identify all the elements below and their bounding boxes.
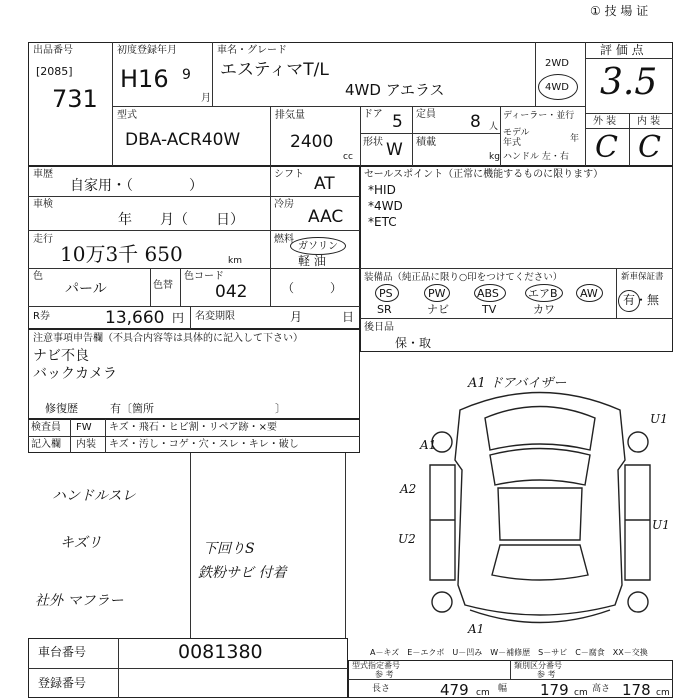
- notes-line-1: ナビ不良: [33, 348, 89, 364]
- model-code: DBA-ACR40W: [125, 130, 241, 150]
- usage-label: 車歴: [33, 169, 53, 180]
- length-unit: cm: [476, 688, 490, 698]
- notes-line-2: バックカメラ: [33, 366, 117, 382]
- hand-note-2: キズリ: [60, 535, 102, 551]
- sales-point-1: *HID: [368, 183, 396, 197]
- length-label: 長さ: [372, 684, 391, 694]
- legend: A－キズ E－エクボ U－凹み W－補修歴 S－サビ C－腐食 XX－交換: [370, 648, 648, 657]
- car-name: エスティマT/L: [220, 60, 329, 80]
- first-reg-month: 9: [182, 67, 191, 83]
- fuel-label: 燃料: [274, 234, 294, 245]
- equip-sr: SR: [377, 303, 392, 316]
- car-name-label: 車名・グレード: [217, 45, 287, 56]
- fuel-gasoline: ガソリン: [298, 241, 338, 252]
- fuel-diesel: 軽 油: [298, 254, 326, 268]
- recycle-value: 13,660: [105, 308, 165, 328]
- rating-ext: C: [595, 130, 618, 165]
- displacement-unit: cc: [343, 152, 353, 162]
- usage-value: 自家用・（ ）: [70, 178, 203, 194]
- registration-label: 登録番号: [38, 676, 87, 690]
- details-right: [360, 166, 673, 352]
- model-year-unit: 年: [570, 134, 580, 144]
- equip-abs: ABS: [477, 287, 499, 300]
- hand-note-4: 鉄粉サビ 付着: [198, 565, 287, 581]
- load-label: 積載: [416, 137, 436, 148]
- first-reg-label: 初度登録年月: [117, 45, 177, 56]
- inspector-row1: キズ・飛石・ヒビ割・リペア跡・×要: [109, 422, 277, 433]
- inspection-label: 車検: [33, 199, 53, 210]
- fuel-other: （ ）: [282, 281, 343, 295]
- dealer-label: ディーラー・並行: [503, 111, 575, 121]
- lot-code: [2085]: [36, 65, 73, 78]
- inspector-label-2: 記入欄: [31, 439, 61, 450]
- equip-aw: AW: [580, 287, 598, 300]
- width-unit: cm: [574, 688, 588, 698]
- shift-label: シフト: [274, 169, 304, 180]
- color-code: 042: [215, 282, 248, 302]
- warranty-label: 新車保証書: [621, 272, 664, 282]
- body-shape-label: 形状: [363, 137, 383, 148]
- inspector-row2: キズ・汚し・コゲ・穴・スレ・キレ・破し: [109, 439, 299, 450]
- displacement-label: 排気量: [275, 110, 305, 121]
- handle-label: ハンドル 左・右: [503, 152, 569, 162]
- equip-pw: PW: [428, 287, 446, 300]
- diagram-note-7: U1: [652, 518, 670, 532]
- title-deadline-day: 日: [342, 310, 355, 324]
- length-value: 479: [440, 681, 469, 699]
- inspection-value: 年 月（ 日）: [118, 212, 244, 228]
- color-label: 色: [33, 271, 43, 282]
- lot-label: 出品番号: [33, 45, 73, 56]
- mileage-value: 10万3千 650: [60, 242, 183, 266]
- shift-value: AT: [314, 174, 335, 194]
- chassis-label: 車台番号: [38, 645, 87, 659]
- hand-note-3: 下回りS: [203, 541, 255, 557]
- equip-ps: PS: [379, 287, 393, 300]
- recycle-label: R券: [33, 311, 50, 322]
- color-swatch-label: 色替: [153, 280, 173, 291]
- equip-tv: TV: [482, 303, 497, 316]
- inspector-row2-head: 内装: [76, 439, 96, 450]
- doors-value: 5: [392, 112, 403, 132]
- equip-navi: ナビ: [427, 303, 449, 316]
- equip-airbag: エアB: [528, 287, 558, 300]
- color-value: パール: [65, 281, 107, 297]
- height-value: 178: [622, 681, 651, 699]
- diagram-note-3: U2: [398, 532, 416, 546]
- model-label: 型式: [117, 110, 137, 121]
- height-unit: cm: [656, 688, 670, 698]
- chassis-value: 0081380: [178, 641, 263, 663]
- drive-2wd: 2WD: [545, 58, 569, 69]
- class-label: 類別区分番号: [514, 661, 562, 670]
- sales-points-label: セールスポイント（正常に機能するものに限ります）: [364, 169, 604, 180]
- class-sub: 参 考: [537, 670, 556, 679]
- body-shape-value: W: [386, 140, 403, 160]
- aftermarket-value: 保・取: [395, 336, 432, 350]
- rating-int: C: [638, 130, 661, 165]
- first-reg-year: H16: [120, 65, 169, 93]
- car-grade: 4WD アエラス: [345, 81, 445, 99]
- sales-point-3: *ETC: [368, 215, 397, 229]
- lot-number: 731: [52, 85, 98, 113]
- load-unit: kg: [489, 152, 500, 162]
- type-sub: 参 考: [375, 670, 394, 679]
- equip-leather: カワ: [533, 303, 555, 316]
- width-value: 179: [540, 681, 569, 699]
- capacity-unit: 人: [489, 122, 499, 132]
- displacement-value: 2400: [290, 132, 334, 152]
- mileage-unit: km: [228, 256, 242, 266]
- aftermarket-label: 後日品: [364, 322, 394, 333]
- capacity-label: 定員: [416, 109, 436, 120]
- hand-note-1: ハンドルスレ: [52, 488, 136, 504]
- inspector-label-1: 検査員: [31, 422, 61, 433]
- hand-note-5: 社外 マフラー: [35, 593, 124, 609]
- diagram-note-6: U1: [650, 412, 668, 426]
- doors-label: ドア: [363, 109, 383, 120]
- first-reg-month-unit: 月: [201, 93, 211, 104]
- type-label: 型式指定番号: [352, 661, 400, 670]
- inspector-row1-head: FW: [76, 422, 92, 433]
- rating-int-label: 内 装: [637, 116, 661, 127]
- width-label: 幅: [498, 684, 508, 694]
- recycle-unit: 円: [172, 311, 185, 325]
- aircon-value: AAC: [308, 207, 344, 227]
- mileage-label: 走行: [33, 234, 53, 245]
- drive-4wd: 4WD: [545, 82, 569, 93]
- capacity-value: 8: [470, 112, 481, 132]
- sales-point-2: *4WD: [368, 199, 403, 213]
- rating-ext-label: 外 装: [593, 116, 617, 127]
- rating-score: 3.5: [600, 62, 658, 103]
- car-diagram: [390, 370, 690, 640]
- diagram-note-1: A1 ドアバイザー: [468, 376, 567, 391]
- diagram-note-2: A2: [400, 482, 417, 496]
- repair-label: 修復歴: [45, 402, 78, 415]
- diagram-note-5: A1: [468, 622, 485, 636]
- notes-label: 注意事項申告欄（不具合内容等は具体的に記入して下さい）: [33, 333, 303, 344]
- warranty-value: 有・無: [623, 293, 660, 307]
- model-year-label: モデル年式: [503, 128, 530, 148]
- color-code-label: 色コード: [184, 271, 224, 282]
- header-mark: ① 技 場 证: [590, 4, 649, 18]
- height-label: 高さ: [592, 684, 611, 694]
- aircon-label: 冷房: [274, 199, 294, 210]
- diagram-note-4: A1: [420, 438, 437, 452]
- rating-label: 評 価 点: [600, 43, 644, 57]
- equipment-label: 装備品（純正品に限り○印をつけてください）: [364, 272, 563, 283]
- title-deadline-month: 月: [290, 310, 303, 324]
- title-deadline-label: 名変期限: [195, 311, 235, 322]
- repair-value: 有〔箇所 〕: [110, 402, 286, 415]
